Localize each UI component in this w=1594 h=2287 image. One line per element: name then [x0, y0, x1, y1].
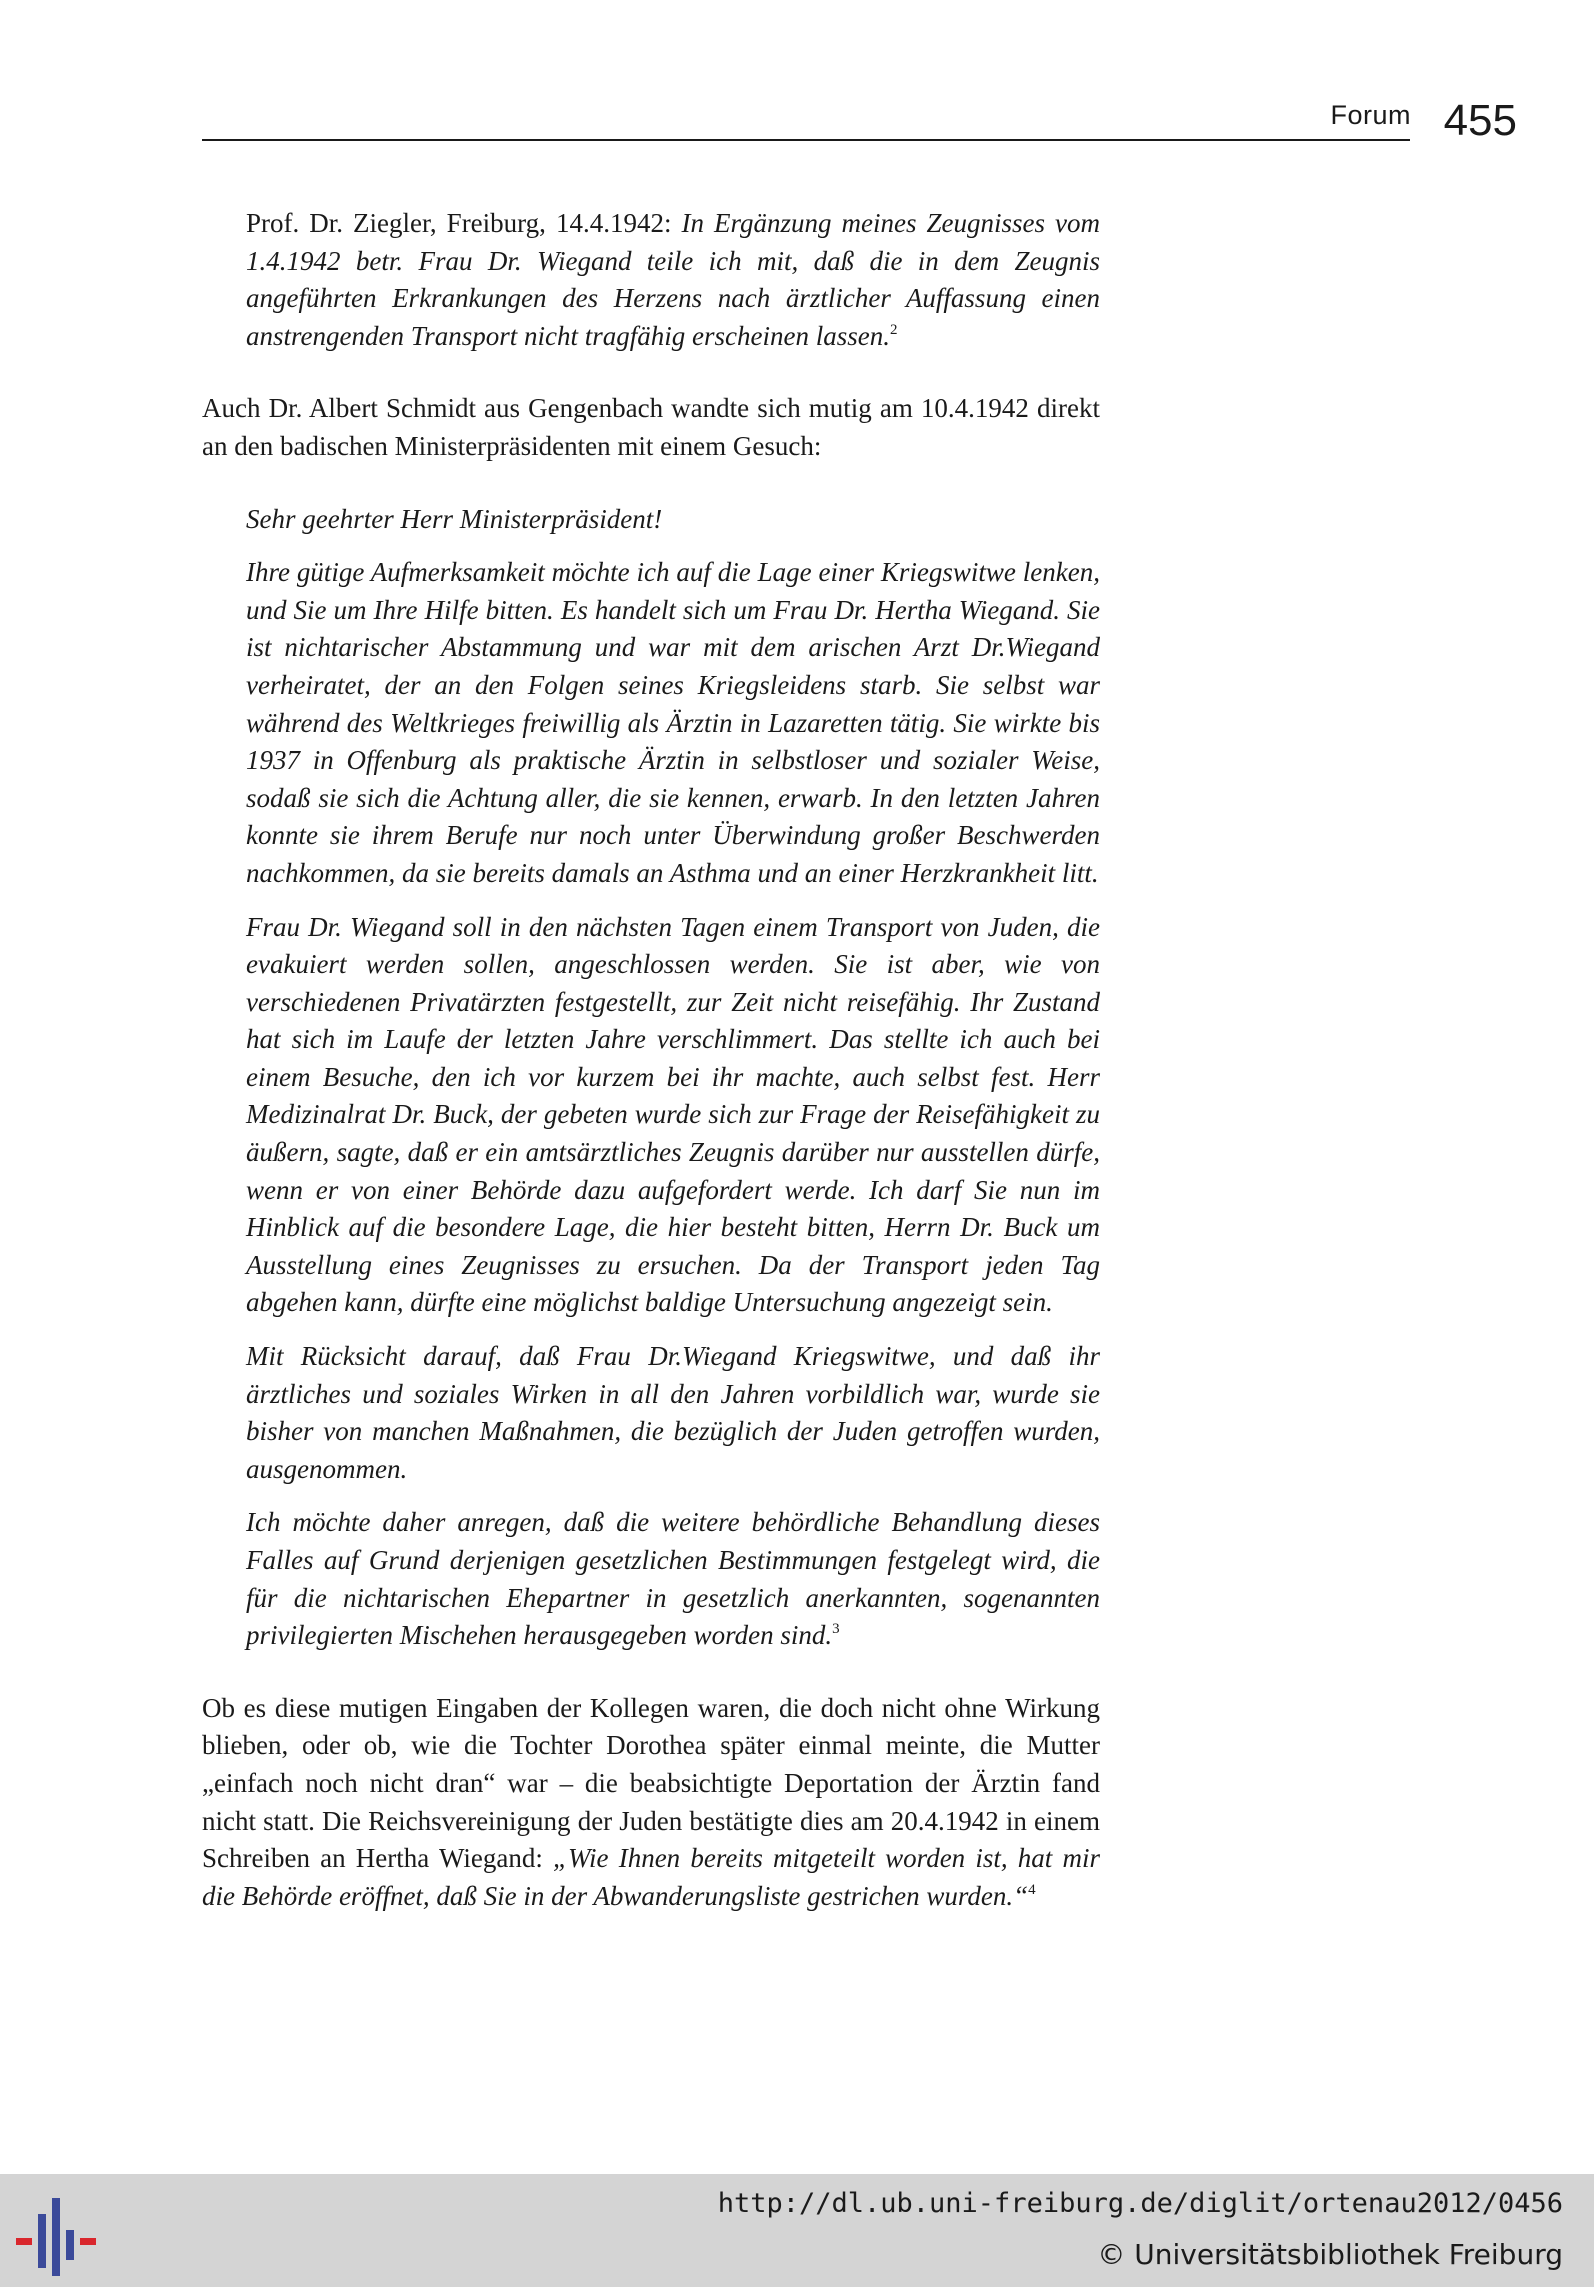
running-head-section: Forum: [1330, 100, 1411, 130]
letter-paragraph-1: Ihre gütige Aufmerksamkeit möchte ich auf die Lage einer Kriegswitwe lenken, und Sie um Ihre Hilfe bitten. Es handelt sich um Frau Dr. Hertha Wiegand. Sie ist nichtarischer Abstammung und war mit dem arischen Arzt Dr.Wiegand verheiratet, der an den Folgen seines Kriegsleidens starb. Sie selbst war während des Weltkrieges freiwillig als Ärztin in Lazaretten tätig. Sie wirkte bis 1937 in Offenburg als praktische Ärztin in selbstloser und sozialer Weise, sodaß sie sich die Achtung aller, die sie kennen, erwarb. In den letzten Jahren konnte sie ihrem Berufe nur noch unter Überwindung großer Beschwerden nachkommen, da sie bereits damals an Asthma und an einer Herzkrankheit litt.: [246, 557, 1100, 888]
quote-ziegler: [202, 205, 1100, 355]
page-number: 455: [1443, 96, 1517, 145]
quote-letter: [202, 501, 1100, 1655]
footer-url-link[interactable]: http://dl.ub.uni-freiburg.de/diglit/ortenau2012/0456: [717, 2188, 1563, 2219]
university-library-logo-icon: [14, 2192, 104, 2282]
quote-reichsvereinigung: „Wie Ihnen bereits mitgeteilt worden ist, hat mir die Behörde eröffnet, daß Sie in der Abwanderungsliste gestrichen wurden.“: [202, 1843, 1100, 1911]
letter-salutation: Sehr geehrter Herr Ministerpräsident!: [246, 503, 663, 534]
letter-paragraph-2: Frau Dr. Wiegand soll in den nächsten Tagen einem Transport von Juden, die evakuiert werden sollen, angeschlossen werden. Sie ist aber, wie von verschiedenen Privatärzten festgestellt, zur Zeit nicht reisefähig. Ihr Zustand hat sich im Laufe der letzten Jahre verschlimmert. Das stellte ich auch bei einem Besuche, den ich vor kurzem bei ihr machte, auch selbst fest. Herr Medizinalrat Dr. Buck, der gebeten wurde sich zur Frage der Reisefähigkeit zu äußern, sagte, daß er ein amtsärztliches Zeugnis darüber nur ausstellen dürfe, wenn er von einer Behörde dazu aufgefordert werde. Ich darf Sie nun im Hinblick auf die besondere Lage, die hier besteht bitten, Herrn Dr. Buck um Ausstellung eines Zeugnisses zu ersuchen. Da der Transport jeden Tag abgehen kann, dürfte eine möglichst baldige Untersuchung angezeigt sein.: [246, 911, 1100, 1318]
paragraph-schmidt: Auch Dr. Albert Schmidt aus Gengenbach wandte sich mutig am 10.4.1942 direkt an den badischen Ministerpräsidenten mit einem Gesuch:: [202, 393, 1100, 461]
header-rule: [202, 139, 1410, 141]
footnote-marker-3[interactable]: 3: [832, 1621, 840, 1638]
footnote-marker-2[interactable]: 2: [889, 321, 898, 338]
letter-paragraph-4: Ich möchte daher anregen, daß die weitere behördliche Behandlung dieses Falles auf Grund derjenigen gesetzlichen Bestimmungen festgelegt wird, die für die nichtarischen Ehepartner in gesetzlich anerkannten, sogenannten privilegierten Mischehen herausgegeben worden sind.$^3$: [246, 1507, 1100, 1651]
letter-paragraph-3: Mit Rücksicht darauf, daß Frau Dr.Wiegand Kriegswitwe, und daß ihr ärztliches und soziales Wirken in all den Jahren vorbildlich war, wurde sie bisher von manchen Maßnahmen, die bezüglich der Juden getroffen wurden, ausgenommen.: [246, 1341, 1100, 1484]
quote-ziegler-source: Prof. Dr. Ziegler, Freiburg, 14.4.1942:: [246, 208, 682, 238]
paragraph-outcome: Ob es diese mutigen Eingaben der Kollegen waren, die doch nicht ohne Wirkung blieben, oder ob, wie die Tochter Dorothea später einmal meinte, die Mutter „einfach noch nicht dran“ war – die beabsichtigte Deportation der Ärztin fand nicht statt. Die Reichsvereinigung der Juden bestätigte dies am 20.4.1942 in einem Schreiben an Hertha Wiegand: „Wie Ihnen bereits mitgeteilt worden ist, hat mir die Behörde eröffnet, daß Sie in der Abwanderungsliste gestrichen wurden.“$^4$: [202, 1692, 1100, 1911]
footer-copyright: © Universitätsbibliothek Freiburg: [1097, 2238, 1563, 2271]
quote-ziegler-text: [246, 205, 1100, 355]
page-body: [202, 205, 1100, 1915]
footnote-marker-4[interactable]: 4: [1028, 1881, 1036, 1898]
quote-ziegler-content: In Ergänzung meines Zeugnisses vom 1.4.1942 betr. Frau Dr. Wiegand teile ich mit, daß die in dem Zeugnis angeführten Erkrankungen des Herzens nach ärztlicher Auffassung einen anstrengenden Transport nicht tragfähig erscheinen lassen.: [246, 208, 1100, 351]
footer-bar: [0, 2174, 1594, 2287]
